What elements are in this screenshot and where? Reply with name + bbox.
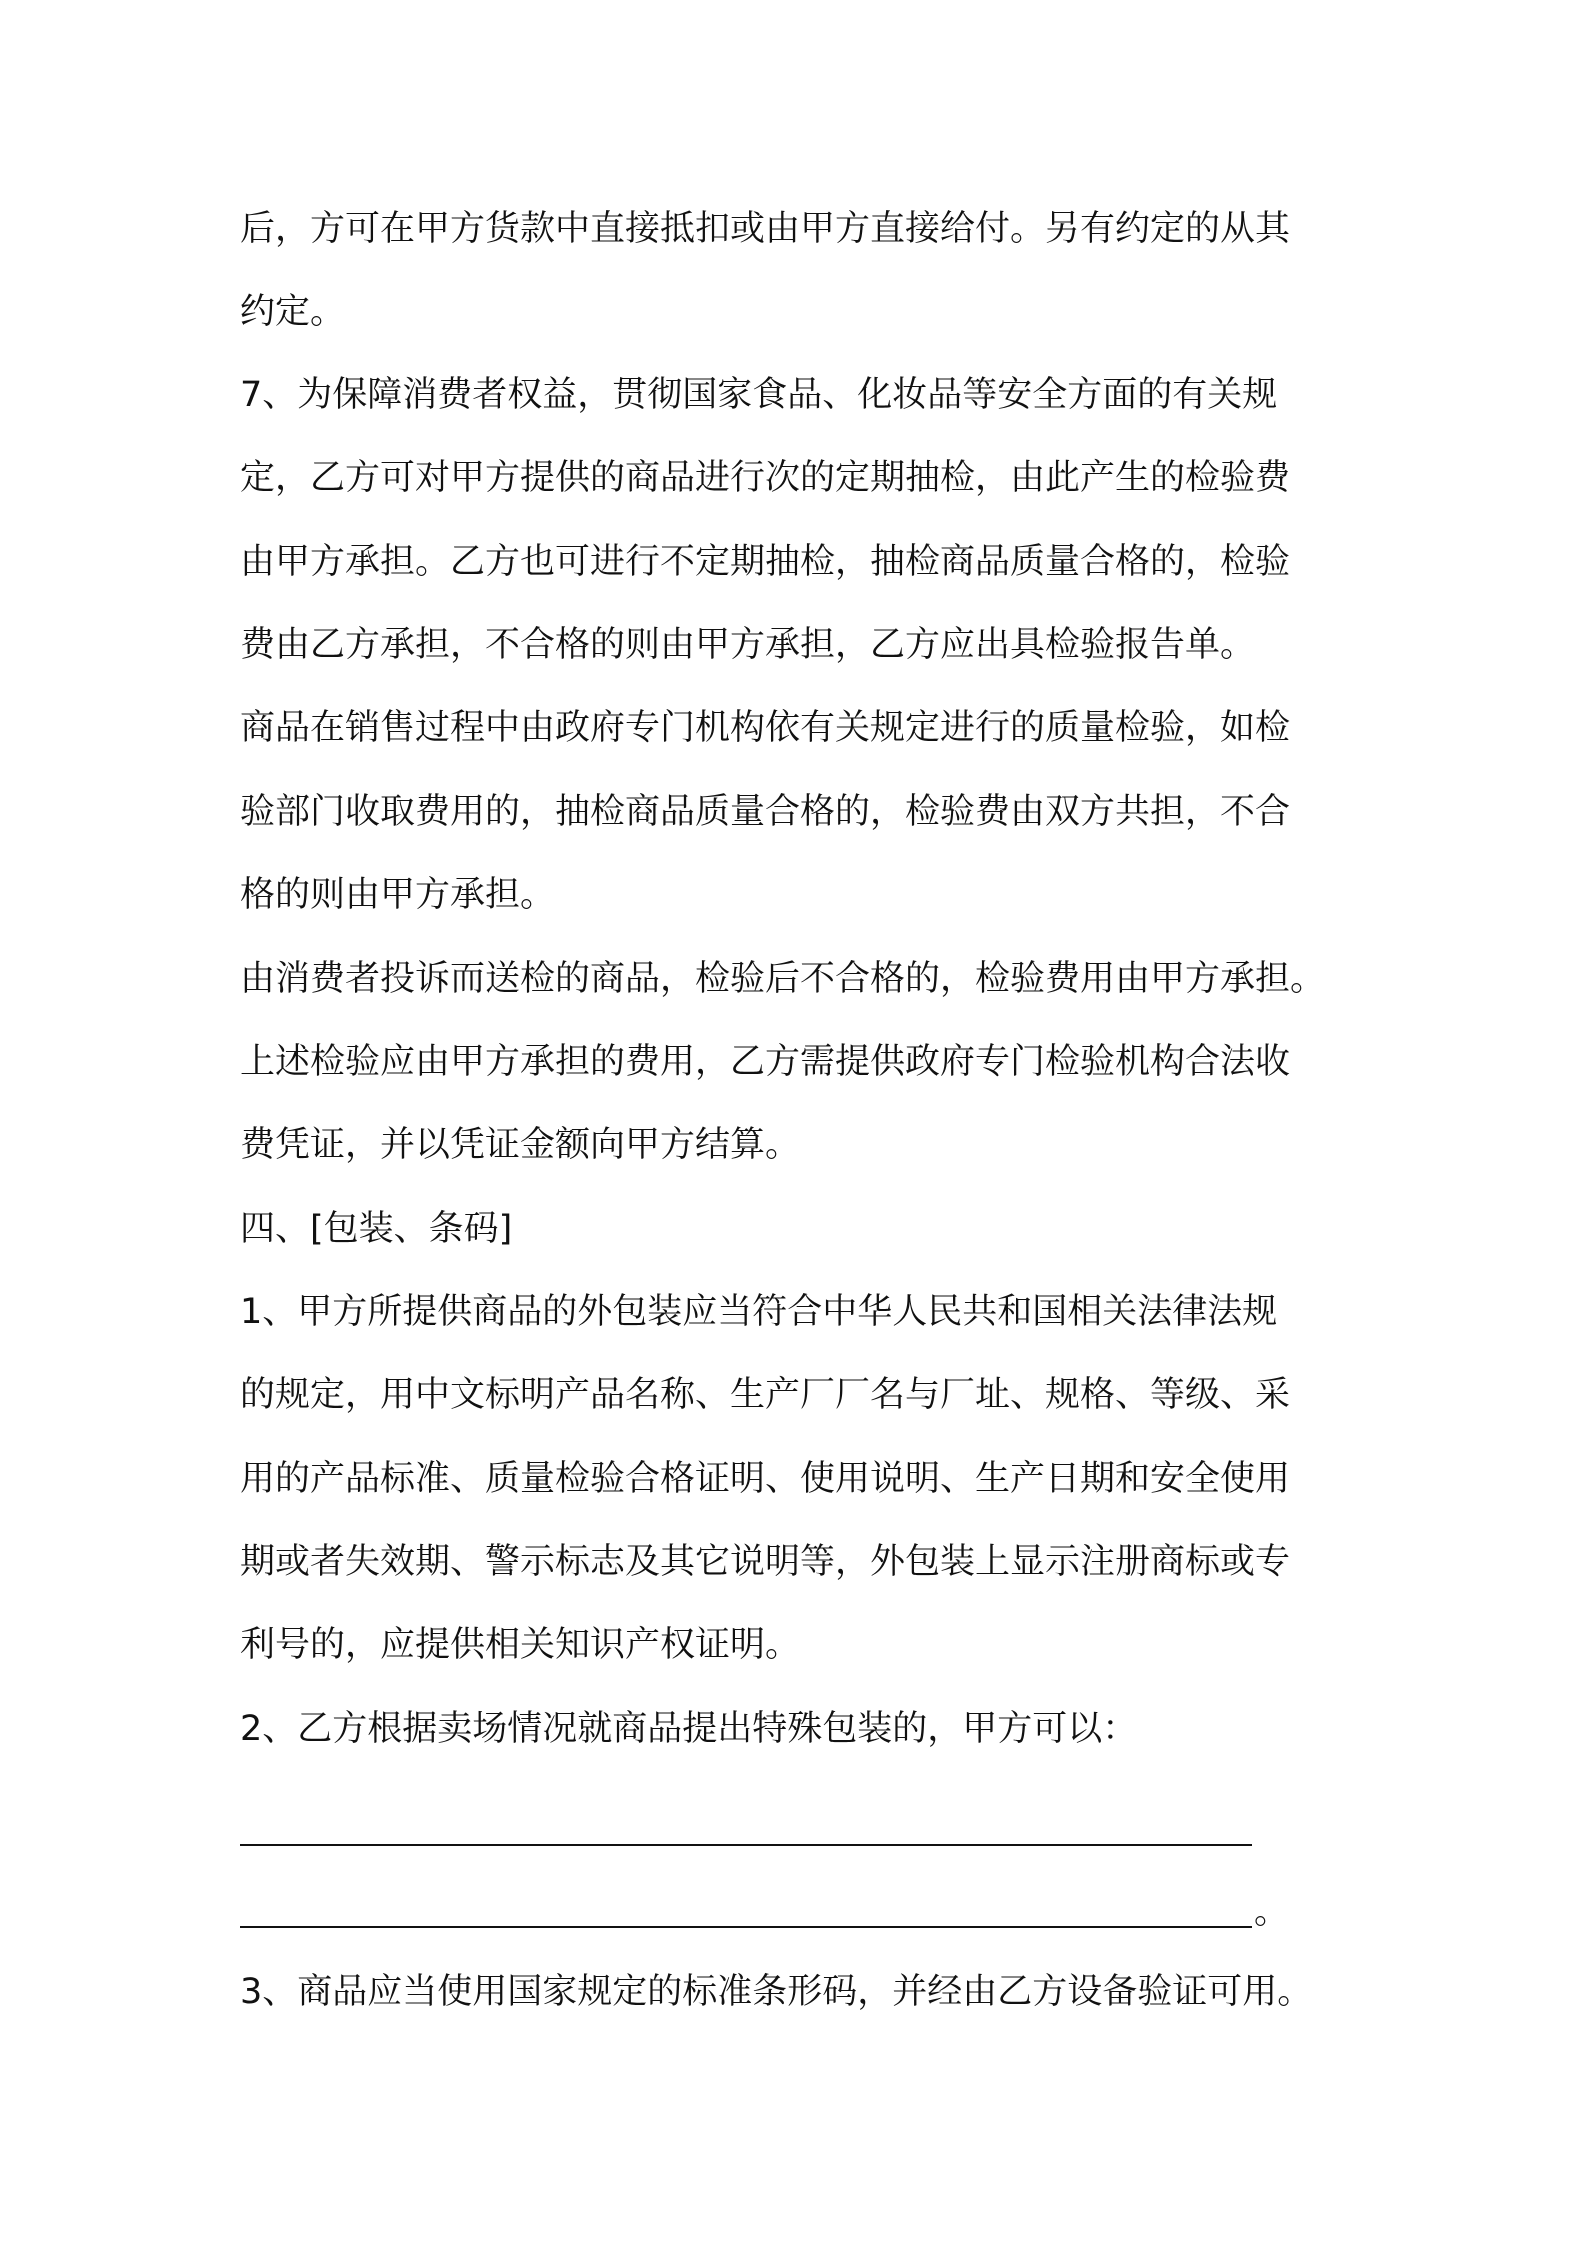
text-line: 商品在销售过程中由政府专门机构依有关规定进行的质量检验，如检 (240, 708, 1291, 748)
text-line: 验部门收取费用的，抽检商品质量合格的，检验费由双方共担，不合 (240, 792, 1291, 832)
text-line: 费凭证，并以凭证金额向甲方结算。 (240, 1125, 801, 1165)
text-line: 7、为保障消费者权益，贯彻国家食品、化妆品等安全方面的有关规 (240, 375, 1278, 415)
text-line: 后，方可在甲方货款中直接抵扣或由甲方直接给付。另有约定的从其 (240, 209, 1291, 249)
text-line: 费由乙方承担，不合格的则由甲方承担，乙方应出具检验报告单。 (240, 625, 1256, 665)
text-line: 的规定，用中文标明产品名称、生产厂厂名与厂址、规格、等级、采 (240, 1375, 1291, 1415)
text-line: 定，乙方可对甲方提供的商品进行次的定期抽检，由此产生的检验费 (240, 458, 1291, 498)
text-line: 格的则由甲方承担。 (240, 875, 556, 915)
section-heading: 四、[包装、条码] (240, 1209, 513, 1249)
text-line: 由消费者投诉而送检的商品，检验后不合格的，检验费用由甲方承担。 (240, 959, 1326, 999)
text-line: 上述检验应由甲方承担的费用，乙方需提供政府专门检验机构合法收 (240, 1042, 1291, 1082)
text-line: 利号的，应提供相关知识产权证明。 (240, 1625, 801, 1665)
text-line: 约定。 (240, 292, 346, 332)
fill-in-blank-line (240, 1926, 1252, 1928)
text-line: 1、甲方所提供商品的外包装应当符合中华人民共和国相关法律法规 (240, 1292, 1278, 1332)
text-line: 2、乙方根据卖场情况就商品提出特殊包装的，甲方可以： (240, 1709, 1138, 1749)
text-line: 3、商品应当使用国家规定的标准条形码，并经由乙方设备验证可用。 (240, 1972, 1313, 2012)
fill-in-blank-line (240, 1844, 1252, 1846)
text-line: 用的产品标准、质量检验合格证明、使用说明、生产日期和安全使用 (240, 1459, 1291, 1499)
text-line: 由甲方承担。乙方也可进行不定期抽检，抽检商品质量合格的，检验 (240, 542, 1291, 582)
blank-end-mark: 。 (1254, 1892, 1290, 1932)
text-line: 期或者失效期、警示标志及其它说明等，外包装上显示注册商标或专 (240, 1542, 1291, 1582)
